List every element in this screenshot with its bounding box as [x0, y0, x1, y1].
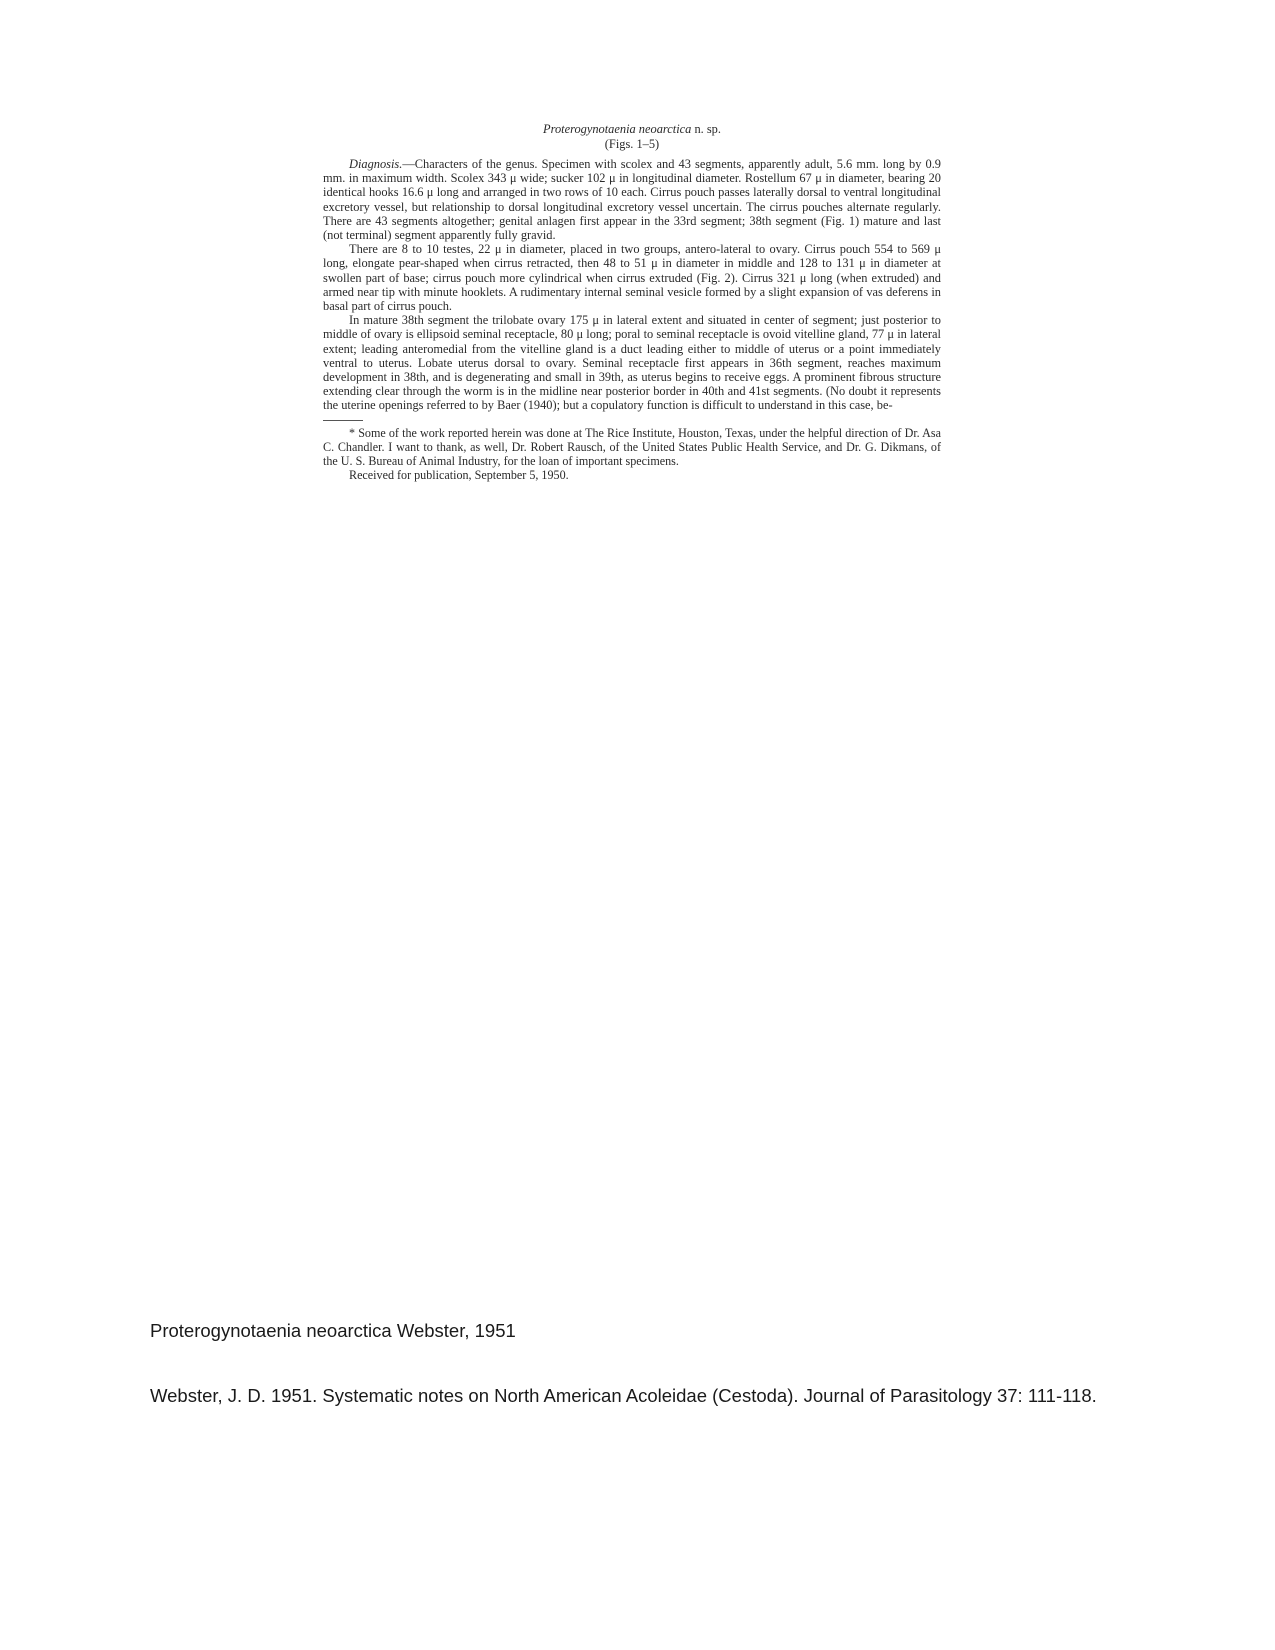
- received-date: Received for publication, September 5, 1950.: [349, 468, 569, 483]
- species-name: Proterogynotaenia neoarctica: [543, 122, 692, 136]
- mature-segment-paragraph: In mature 38th segment the trilobate ovary 175 μ in lateral extent and situated in center of segment; just posterior to middle of ovary is ellipsoid seminal receptacle, 80 μ long; poral to seminal receptacle is ovoid vitelline gland, 77 μ in lateral extent; leading anteromedial from the vitelline gland is a duct leading either to middle of uterus or a point immediately ventral to uterus. Lobate uterus dorsal to ovary. Seminal receptacle first appears in 36th segment, reaches maximum development in 38th, and is degenerating and small in 39th, as uterus begins to receive eggs. A prominent fibrous structure extending clear through the worm is in the midline near posterior border in 40th and 41st segments. (No doubt it represents the uterine openings referred to by Baer (1940); but a copulatory function is difficult to understand in this case, be-: [323, 313, 941, 413]
- figure-reference: (Figs. 1–5): [604, 136, 660, 151]
- testes-paragraph: There are 8 to 10 testes, 22 μ in diameter, placed in two groups, antero-lateral to ovary. Cirrus pouch 554 to 569 μ long, elongate pear-shaped when cirrus retracted, then 48 to 51 μ in diameter in middle and 128 to 131 μ in diameter at swollen part of base; cirrus pouch more cylindrical when cirrus extruded (Fig. 2). Cirrus 321 μ long (when extruded) and armed near tip with minute hooklets. A rudimentary internal seminal vesicle formed by a slight expansion of vas deferens in basal part of cirrus pouch.: [323, 242, 941, 314]
- footnote-divider: [323, 420, 363, 421]
- diagnosis-paragraph: [323, 157, 941, 242]
- diagnosis-run-in-heading: Diagnosis.: [349, 157, 403, 171]
- reference-citation: Webster, J. D. 1951. Systematic notes on North American Acoleidae (Cestoda). Journal of Parasitology 37: 111-118.: [150, 1385, 1097, 1406]
- page-caption: Proterogynotaenia neoarctica Webster, 1951: [150, 1320, 516, 1341]
- species-suffix: n. sp.: [691, 122, 721, 136]
- species-heading: [323, 122, 941, 137]
- scanned-article-excerpt: [323, 122, 941, 483]
- diagnosis-text: —Characters of the genus. Specimen with scolex and 43 segments, apparently adult, 5.6 mm. long by 0.9 mm. in maximum width. Scolex 343 μ wide; sucker 102 μ in longitudinal diameter. Rostellum 67 μ in diameter, bearing 20 identical hooks 16.6 μ long and arranged in two rows of 10 each. Cirrus pouch passes laterally dorsal to ventral longitudinal excretory vessel, but relationship to dorsal longitudinal excretory vessel uncertain. The cirrus pouches alternate regularly. There are 43 segments altogether; genital anlagen first appear in the 33rd segment; 38th segment (Fig. 1) mature and last (not terminal) segment apparently fully gravid.: [323, 157, 941, 243]
- acknowledgment-footnote: * Some of the work reported herein was done at The Rice Institute, Houston, Texas, under the helpful direction of Dr. Asa C. Chandler. I want to thank, as well, Dr. Robert Rausch, of the United States Public Health Service, and Dr. G. Dikmans, of the U. S. Bureau of Animal Industry, for the loan of important specimens.: [323, 425, 941, 469]
